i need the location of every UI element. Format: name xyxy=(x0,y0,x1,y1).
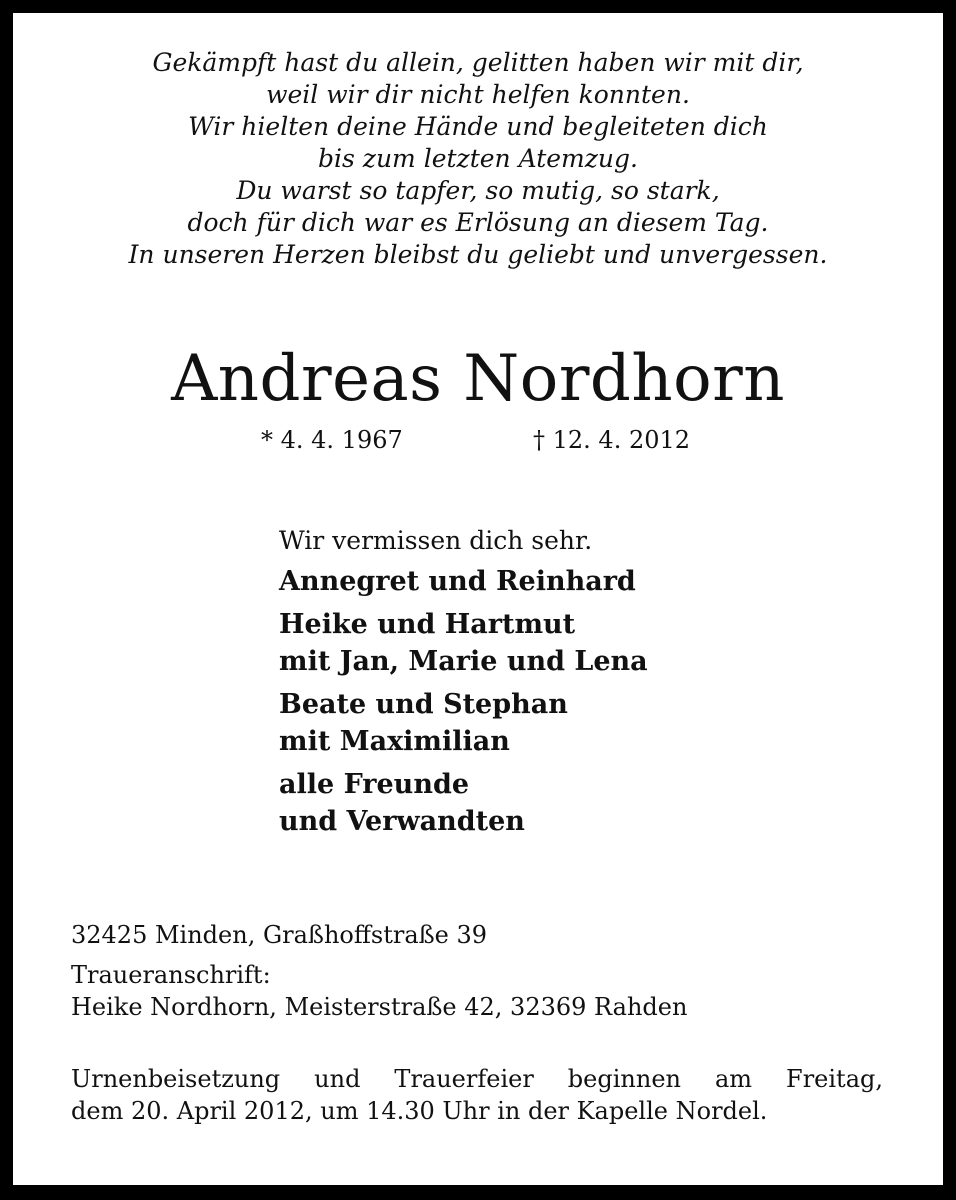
poem xyxy=(13,47,943,271)
poem-line: Gekämpft hast du allein, gelitten haben wir mit dir, xyxy=(152,48,804,77)
mourner-group xyxy=(279,686,648,760)
poem-line: Wir hielten deine Hände und begleiteten dich xyxy=(188,112,768,141)
poem-line: doch für dich war es Erlösung an diesem Tag. xyxy=(187,208,769,237)
mourner-group xyxy=(279,766,648,840)
birth-date: * 4. 4. 1967 xyxy=(261,426,403,454)
ceremony-line: dem 20. April 2012, um 14.30 Uhr in der Kapelle Nordel. xyxy=(71,1097,768,1125)
mourners-intro: Wir vermissen dich sehr. xyxy=(279,526,593,555)
mourner-line: mit Jan, Marie und Lena xyxy=(279,646,648,677)
mourners-list xyxy=(279,563,648,846)
home-address: 32425 Minden, Graßhoffstraße 39 xyxy=(71,921,488,949)
mourner-line: Annegret und Reinhard xyxy=(279,566,636,597)
deceased-name: Andreas Nordhorn xyxy=(171,342,785,416)
mourner-line: und Verwandten xyxy=(279,806,525,837)
ceremony-line: Urnenbeisetzung und Trauerfeier beginnen am Freitag, xyxy=(71,1065,883,1093)
mourner-group xyxy=(279,563,648,600)
ceremony-info xyxy=(71,1063,883,1127)
poem-line: bis zum letzten Atemzug. xyxy=(318,144,638,173)
poem-line: weil wir dir nicht helfen konnten. xyxy=(266,80,690,109)
mourner-group xyxy=(279,606,648,680)
poem-line: In unseren Herzen bleibst du geliebt und unvergessen. xyxy=(128,240,828,269)
spacer xyxy=(71,951,687,959)
mourner-line: alle Freunde xyxy=(279,769,470,800)
obituary-notice xyxy=(13,13,943,1185)
mourner-line: Heike und Hartmut xyxy=(279,609,576,640)
mourning-address-label: Traueranschrift: xyxy=(71,961,271,989)
poem-line: Du warst so tapfer, so mutig, so stark, xyxy=(236,176,720,205)
mourner-line: Beate und Stephan xyxy=(279,689,568,720)
death-date: † 12. 4. 2012 xyxy=(533,426,691,454)
mourning-address: Heike Nordhorn, Meisterstraße 42, 32369 Rahden xyxy=(71,993,688,1021)
mourner-line: mit Maximilian xyxy=(279,726,510,757)
address-block xyxy=(71,919,687,1023)
